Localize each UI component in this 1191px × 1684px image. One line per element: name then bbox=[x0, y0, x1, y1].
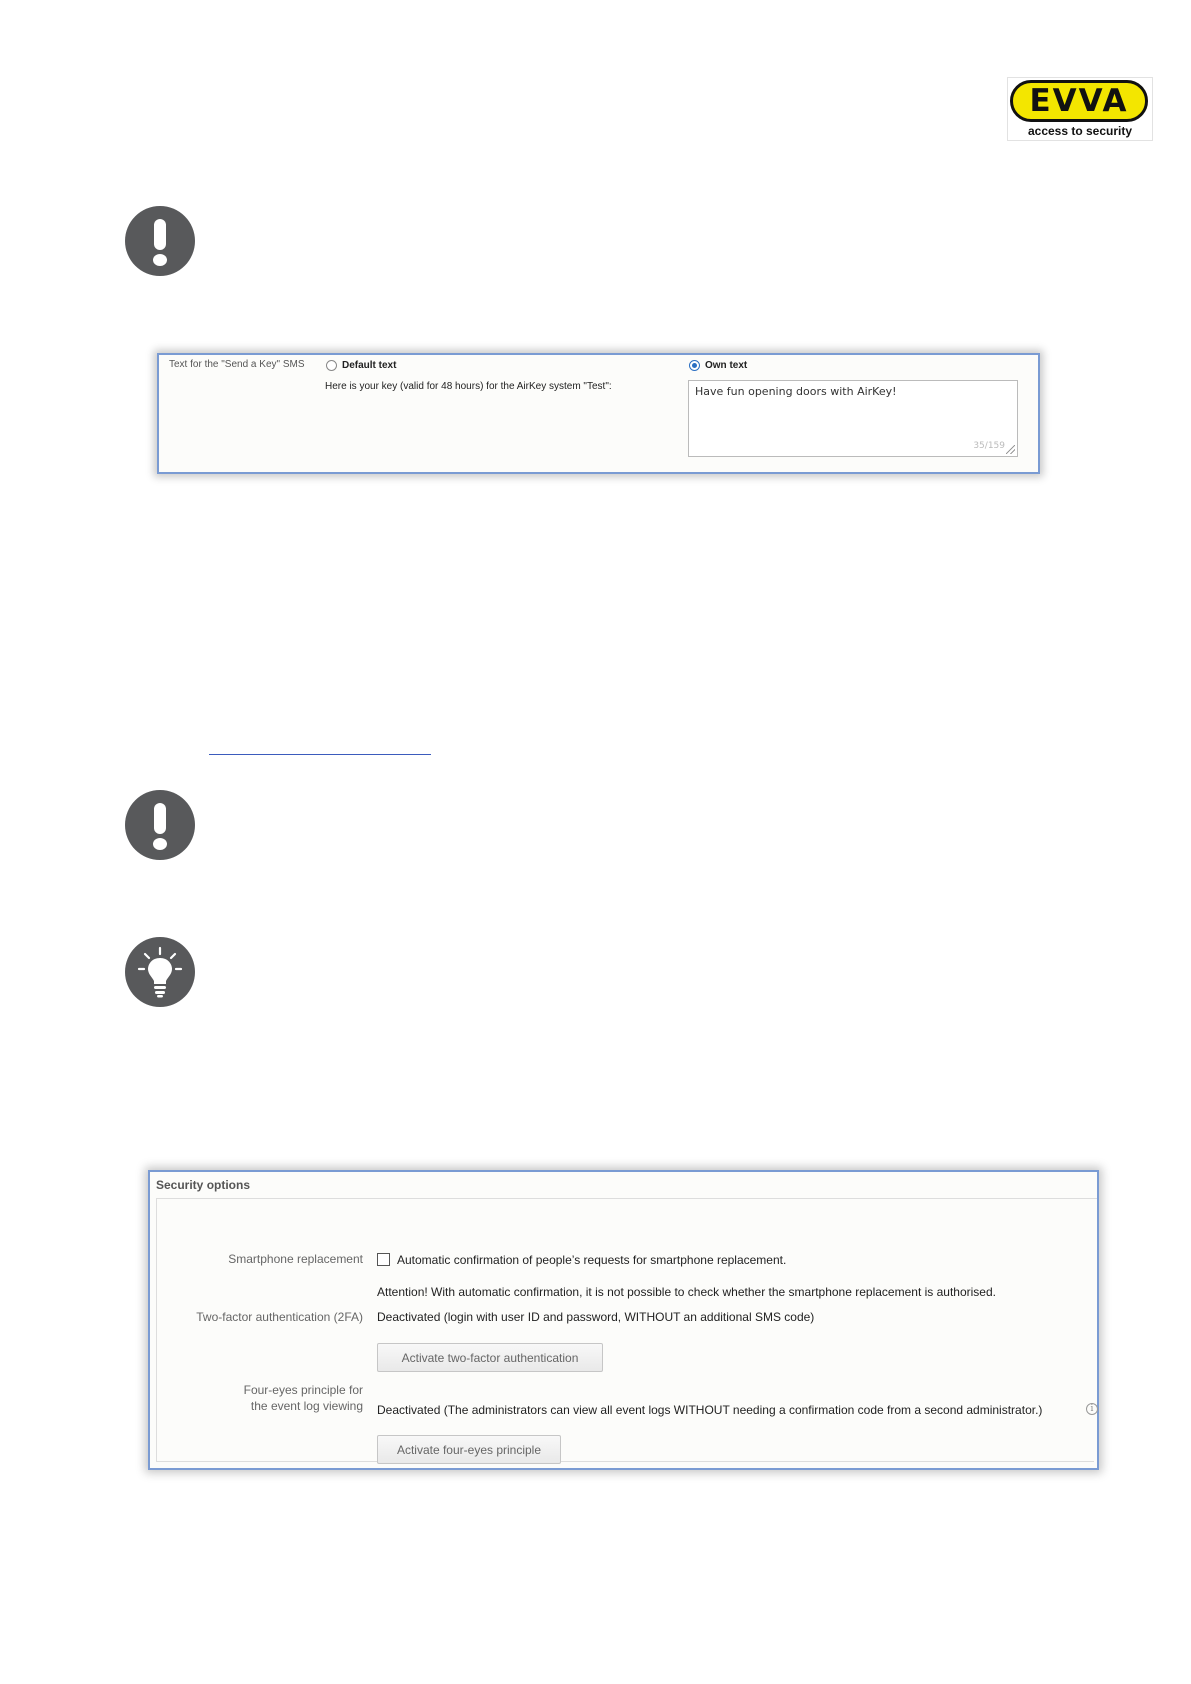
char-counter: 35/159 bbox=[973, 441, 1005, 451]
lightbulb-icon-graphic bbox=[125, 937, 195, 1007]
two-factor-status: Deactivated (login with user ID and password, WITHOUT an additional SMS code) bbox=[377, 1310, 815, 1324]
resize-grip-icon[interactable] bbox=[1006, 445, 1015, 454]
logo-pill bbox=[1010, 80, 1148, 122]
four-eyes-label-line2: the event log viewing bbox=[250, 1399, 363, 1413]
own-text-value: Have fun opening doors with AirKey! bbox=[695, 385, 897, 398]
four-eyes-status: Deactivated (The administrators can view all event logs WITHOUT needing a confirmation code from a second administrator.) bbox=[377, 1403, 1043, 1417]
own-text-radio[interactable] bbox=[689, 360, 700, 371]
default-text-radio[interactable] bbox=[326, 360, 337, 371]
evva-logo bbox=[1007, 77, 1153, 141]
default-text-radio-label[interactable]: Default text bbox=[342, 360, 397, 371]
four-eyes-label bbox=[157, 1382, 363, 1414]
auto-confirmation-label[interactable]: Automatic confirmation of people’s requests for smartphone replacement. bbox=[397, 1253, 787, 1267]
exclamation-icon bbox=[125, 206, 195, 276]
security-options-title: Security options bbox=[156, 1178, 251, 1192]
info-icon[interactable]: i bbox=[1086, 1403, 1098, 1415]
hyperlink-underline[interactable] bbox=[209, 754, 431, 755]
logo-wordmark: EVVA bbox=[1029, 83, 1129, 119]
sms-text-label: Text for the "Send a Key" SMS bbox=[169, 359, 305, 370]
logo-tagline: access to security bbox=[1027, 124, 1133, 138]
activate-2fa-button[interactable]: Activate two-factor authentication bbox=[377, 1343, 603, 1372]
send-a-key-sms-panel bbox=[157, 353, 1040, 474]
smartphone-replacement-label: Smartphone replacement bbox=[228, 1252, 363, 1266]
auto-confirmation-checkbox[interactable] bbox=[377, 1253, 390, 1266]
four-eyes-label-line1: Four-eyes principle for bbox=[243, 1383, 363, 1397]
attention-text: Attention! With automatic confirmation, it is not possible to check whether the smartphone replacement is authorised. bbox=[377, 1285, 996, 1299]
security-options-body bbox=[156, 1199, 1094, 1462]
own-text-textarea[interactable] bbox=[688, 380, 1018, 457]
two-factor-label: Two-factor authentication (2FA) bbox=[196, 1310, 363, 1324]
lightbulb-icon bbox=[125, 937, 195, 1007]
security-options-panel bbox=[148, 1170, 1099, 1470]
own-text-radio-label[interactable]: Own text bbox=[705, 360, 748, 371]
activate-four-eyes-button[interactable]: Activate four-eyes principle bbox=[377, 1435, 561, 1464]
default-message-text: Here is your key (valid for 48 hours) for the AirKey system "Test": bbox=[325, 381, 612, 392]
exclamation-icon bbox=[125, 790, 195, 860]
